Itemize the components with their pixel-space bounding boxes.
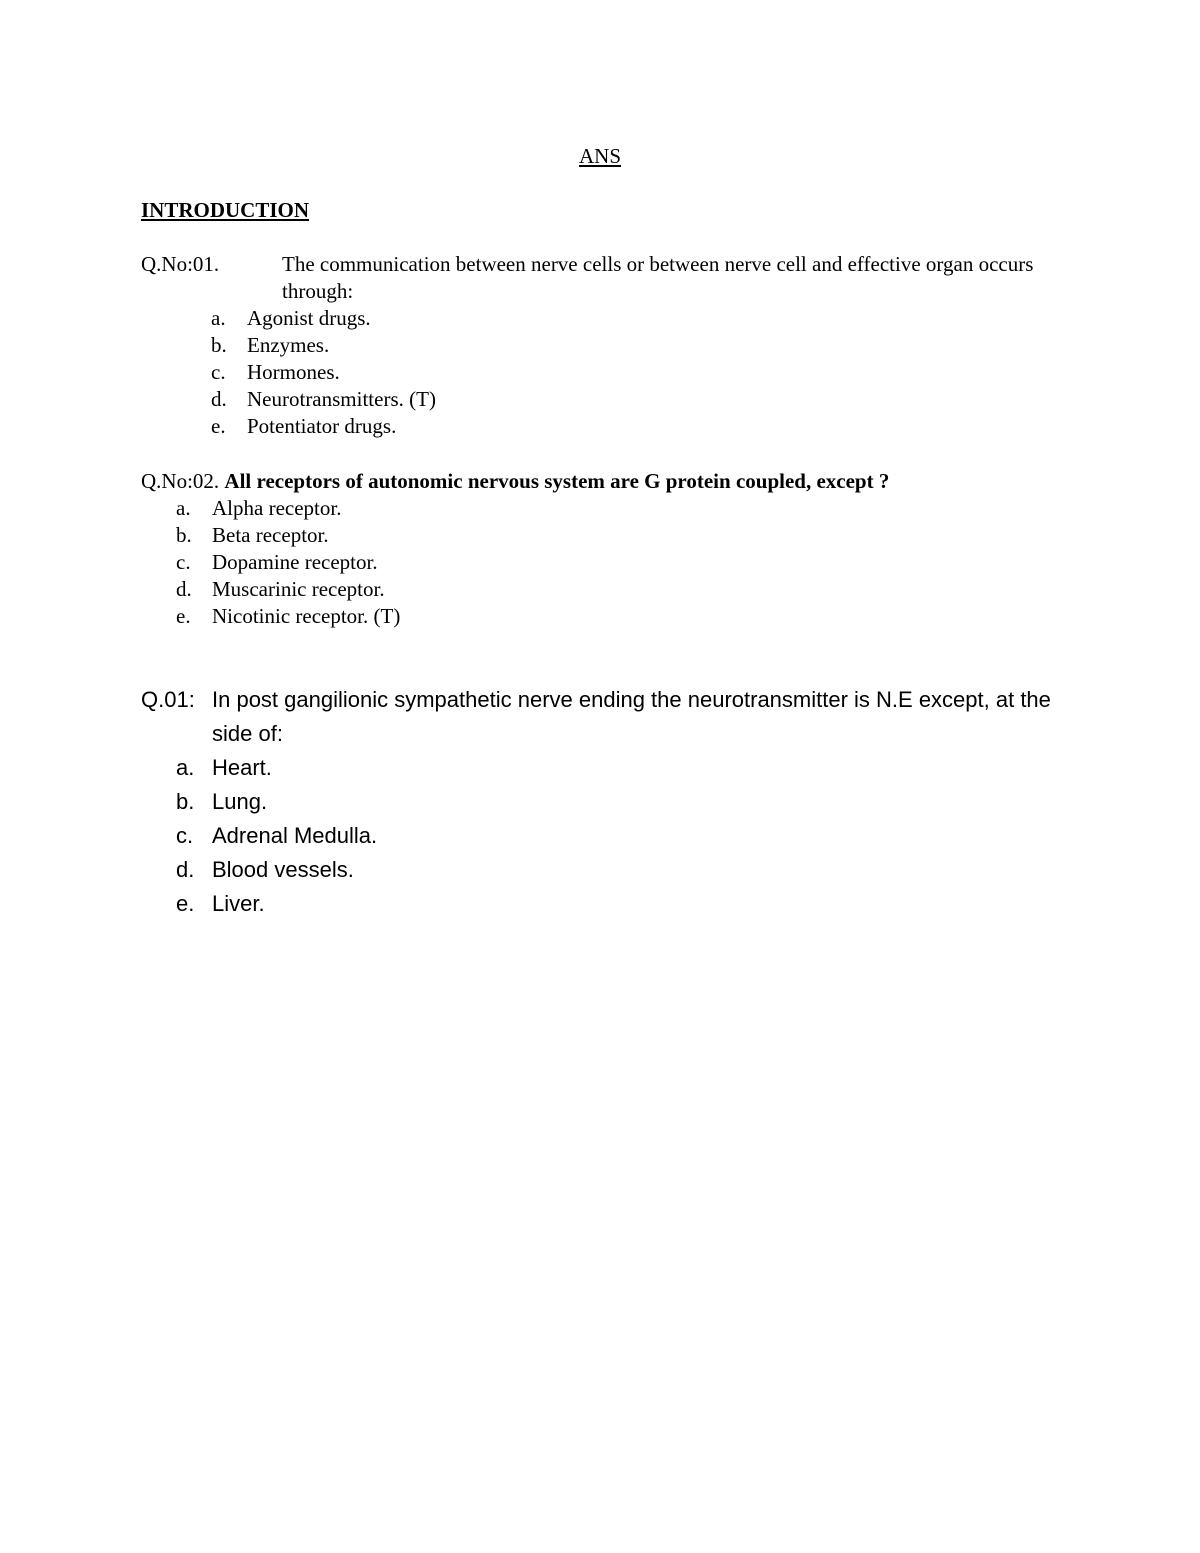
option-text: Neurotransmitters. (T) xyxy=(247,387,436,411)
option-text: Beta receptor. xyxy=(212,523,329,547)
option-letter: c. xyxy=(211,360,226,384)
option-text: Lung. xyxy=(212,789,268,814)
option-text: Enzymes. xyxy=(247,333,330,357)
option-letter: e. xyxy=(176,891,195,916)
question-3-label: Q.01: xyxy=(141,687,195,712)
option-text: Blood vessels. xyxy=(212,857,354,882)
option-letter: b. xyxy=(211,333,227,357)
question-2-text: All receptors of autonomic nervous system are G protein coupled, except ? xyxy=(224,469,890,493)
option-text: Agonist drugs. xyxy=(247,306,371,330)
option-text: Liver. xyxy=(212,891,265,916)
option-text: Heart. xyxy=(212,755,272,780)
section-heading: INTRODUCTION xyxy=(141,198,310,222)
question-2-line xyxy=(141,468,1101,495)
option-text: Nicotinic receptor. (T) xyxy=(212,604,401,628)
option-letter: c. xyxy=(176,823,194,848)
option-letter: b. xyxy=(176,789,195,814)
option-letter: a. xyxy=(176,755,195,780)
option-letter: d. xyxy=(211,387,227,411)
question-1-text: The communication between nerve cells or between nerve cell and effective organ occurs through: xyxy=(282,252,1034,303)
option-letter: a. xyxy=(176,496,191,520)
option-letter: b. xyxy=(176,523,192,547)
option-text: Muscarinic receptor. xyxy=(212,577,385,601)
option-letter: e. xyxy=(176,604,191,628)
option-text: Adrenal Medulla. xyxy=(212,823,378,848)
option-letter: c. xyxy=(176,550,191,574)
option-text: Hormones. xyxy=(247,360,340,384)
option-letter: d. xyxy=(176,577,192,601)
option-text: Alpha receptor. xyxy=(212,496,342,520)
option-text: Dopamine receptor. xyxy=(212,550,378,574)
option-letter: d. xyxy=(176,857,195,882)
option-letter: e. xyxy=(211,414,226,438)
question-2-label: Q.No:02. xyxy=(141,469,220,493)
document-title: ANS xyxy=(578,144,621,168)
question-3-text: In post gangilionic sympathetic nerve ending the neurotransmitter is N.E except, at the side of: xyxy=(212,687,1051,746)
question-1-label: Q.No:01. xyxy=(141,252,220,276)
option-text: Potentiator drugs. xyxy=(247,414,397,438)
option-letter: a. xyxy=(211,306,226,330)
question-2 xyxy=(141,468,1101,628)
